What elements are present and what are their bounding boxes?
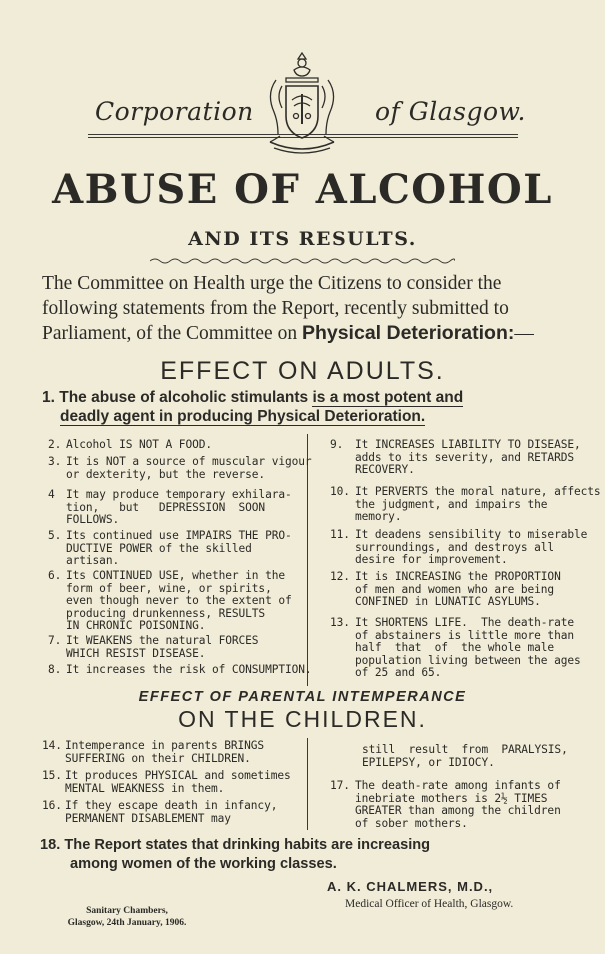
list-item-line: IN CHRONIC POISONING. — [66, 619, 206, 633]
poster-subtitle: AND ITS RESULTS. — [188, 228, 417, 250]
list-item-line: adds to its severity, and RETARDS — [355, 450, 574, 464]
list-item-line: desire for improvement. — [355, 553, 508, 567]
list-item-text — [65, 800, 277, 825]
list-item-line: It may produce temporary exhilara- — [66, 488, 292, 501]
item-1-number: 1. — [42, 389, 55, 406]
list-item-line: GREATER than among the children — [355, 804, 561, 818]
intro-line-3-pre: Parliament, of the Committee on — [42, 323, 302, 344]
footer-line-2: Glasgow, 24th January, 1906. — [67, 918, 187, 928]
list-item-line: still result from PARALYSIS, — [362, 743, 568, 756]
list-item-line: inebriate mothers is 2½ TIMES — [355, 791, 548, 805]
item-18-number: 18. — [40, 837, 61, 853]
physical-deterioration-text: Physical Deterioration: — [301, 322, 515, 344]
list-item-line: SUFFERING on their CHILDREN. — [65, 751, 251, 765]
list-item-line: population living between the ages — [355, 653, 581, 667]
list-item-number: 17. — [330, 779, 350, 792]
item-18-text-1: The Report states that drinking habits are increasing — [64, 837, 431, 853]
list-item-number: 3. — [48, 455, 62, 468]
list-item-line: or dexterity, but the reverse. — [66, 467, 266, 481]
header-left: Corporation — [95, 97, 254, 126]
section-on-the-children: ON THE CHILDREN. — [178, 706, 427, 732]
header-right: of Glasgow. — [375, 97, 526, 126]
list-item-number: 6. — [48, 569, 62, 582]
list-item-number: 7. — [48, 634, 62, 647]
list-item-number: 15. — [42, 769, 62, 782]
intro-line-2: following statements from the Report, recently submitted to — [42, 297, 509, 319]
children-right-list — [330, 0, 590, 954]
footer-line-1: Sanitary Chambers, — [86, 906, 168, 916]
item-1-underlined-1: is a most potent and — [312, 389, 464, 406]
column-divider-children — [307, 738, 308, 830]
list-item-line: the judgment, and impairs the — [355, 497, 548, 511]
list-item-line: of men and women who are being — [355, 582, 555, 596]
list-item-line: It is INCREASING the PROPORTION — [355, 570, 561, 583]
list-item-line: of sober mothers. — [355, 816, 468, 830]
section-parental-intemperance: EFFECT OF PARENTAL INTEMPERANCE — [138, 689, 467, 705]
list-item-line: producing drunkenness, RESULTS — [66, 606, 266, 620]
list-item-number: 13. — [330, 616, 350, 629]
list-item-line: artisan. — [66, 554, 120, 568]
item-1-underlined-2: deadly agent in producing Physical Deterioration. — [60, 408, 426, 425]
list-item-number: 9. — [330, 438, 344, 451]
children-left-list — [42, 0, 304, 954]
list-item-number: 10. — [330, 485, 350, 498]
poster-title: ABUSE OF ALCOHOL — [52, 166, 553, 213]
signature-role: Medical Officer of Health, Glasgow. — [345, 898, 514, 910]
section-effect-on-adults: EFFECT ON ADULTS. — [160, 357, 445, 385]
list-item-number: 12. — [330, 570, 350, 583]
footer-address — [38, 905, 216, 929]
list-item-line: form of beer, wine, or spirits, — [66, 581, 272, 595]
item-1-plain: The abuse of alcoholic stimulants — [59, 389, 313, 406]
list-item-line: It produces PHYSICAL and sometimes — [65, 769, 291, 782]
list-item-line: PERMANENT DISABLEMENT may — [65, 811, 231, 825]
list-item-line: If they escape death in infancy, — [65, 799, 278, 812]
list-item-line: It is NOT a source of muscular vigour — [66, 455, 312, 468]
intro-line-3-dash: — — [514, 323, 534, 344]
intro-line-1: The Committee on Health urge the Citizens to consider the — [42, 273, 502, 294]
list-item-number: 11. — [330, 528, 350, 541]
list-item-number: 2. — [48, 438, 62, 451]
list-item-line: surroundings, and destroys all — [355, 540, 555, 554]
list-item-line: even though never to the extent of — [66, 594, 292, 608]
list-item-line: of 25 and 65. — [355, 666, 442, 680]
list-item-text — [65, 770, 291, 795]
list-item-number: 5. — [48, 529, 62, 542]
list-item-line: tion, but DEPRESSION SOON — [66, 500, 266, 514]
list-item-line: memory. — [355, 510, 402, 524]
list-item-line: It SHORTENS LIFE. The death-rate — [355, 616, 574, 629]
list-item-text — [355, 780, 561, 830]
signature-name: A. K. CHALMERS, M.D., — [327, 879, 494, 894]
list-item-line: Its continued use IMPAIRS THE PRO- — [66, 529, 292, 542]
list-item-line: CONFINED in LUNATIC ASYLUMS. — [355, 595, 541, 609]
item-16-continuation — [362, 744, 568, 769]
list-item-line: It INCREASES LIABILITY TO DISEASE, — [355, 438, 581, 451]
list-item-line: RECOVERY. — [355, 463, 415, 477]
list-item-line: FOLLOWS. — [66, 513, 120, 527]
list-item-line: Its CONTINUED USE, whether in the — [66, 569, 285, 582]
item-18-line-2: among women of the working classes. — [70, 856, 337, 872]
list-item-line: Alcohol IS NOT A FOOD. — [66, 438, 212, 451]
list-item-line: DUCTIVE POWER of the skilled — [66, 541, 252, 555]
list-item-line: EPILEPSY, or IDIOCY. — [362, 755, 495, 769]
list-item-line: WHICH RESIST DISEASE. — [66, 646, 206, 660]
list-item-line: The death-rate among infants of — [355, 779, 561, 792]
list-item-line: half that of the whole male — [355, 641, 555, 655]
list-item-number: 16. — [42, 799, 62, 812]
list-item-number: 14. — [42, 739, 62, 752]
list-item-line: It increases the risk of CONSUMPTION. — [66, 663, 312, 676]
list-item-line: Intemperance in parents BRINGS — [65, 739, 265, 752]
item-18-line-1 — [40, 836, 585, 855]
item-18 — [40, 836, 585, 874]
list-item-line: of abstainers is little more than — [355, 628, 574, 642]
list-item-line: MENTAL WEAKNESS in them. — [65, 781, 225, 795]
list-item-line: It PERVERTS the moral nature, affects — [355, 485, 601, 498]
list-item-number: 4 — [48, 488, 55, 501]
list-item-text — [65, 740, 264, 765]
list-item-line: It deadens sensibility to miserable — [355, 528, 588, 541]
list-item-number: 8. — [48, 663, 62, 676]
list-item-line: It WEAKENS the natural FORCES — [66, 634, 259, 647]
